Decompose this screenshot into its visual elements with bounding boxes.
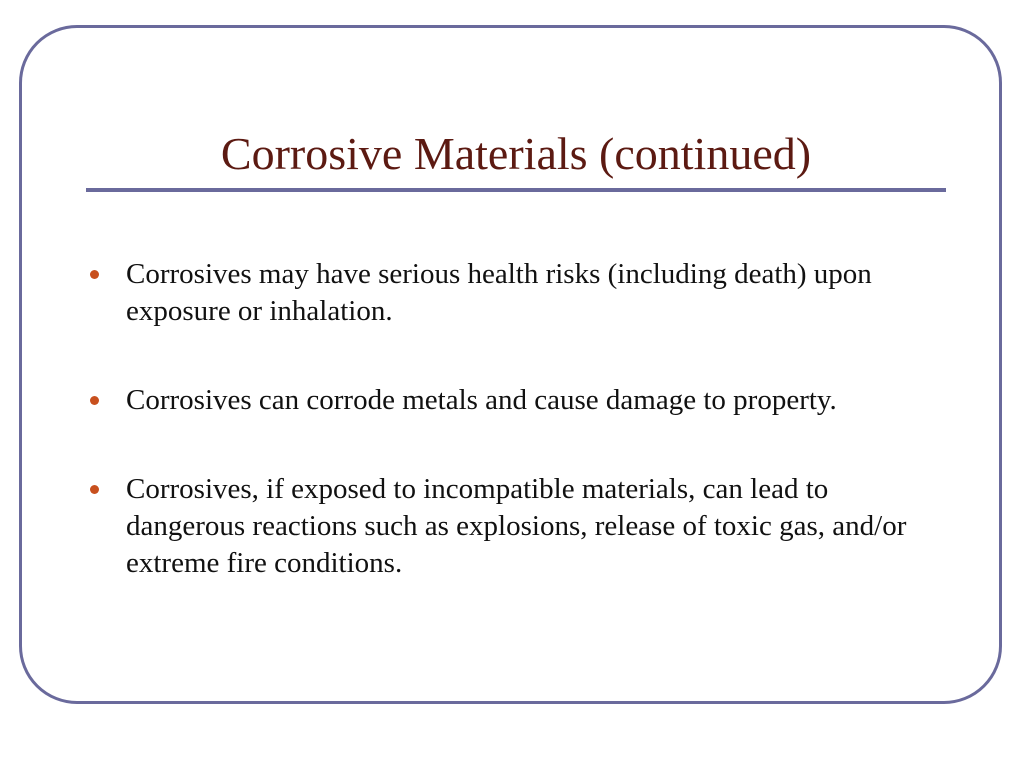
bullet-dot-icon xyxy=(90,485,99,494)
bullet-text: Corrosives may have serious health risks (including death) upon exposure or inhalation. xyxy=(126,258,872,327)
bullet-text: Corrosives can corrode metals and cause damage to property. xyxy=(126,384,837,416)
bullet-dot-icon xyxy=(90,396,99,405)
bullet-item xyxy=(86,256,946,330)
bullet-dot-icon xyxy=(90,270,99,279)
bullet-item xyxy=(86,382,946,419)
bullet-item xyxy=(86,471,946,582)
title-underline xyxy=(86,188,946,192)
bullet-list xyxy=(86,256,946,634)
slide-title: Corrosive Materials (continued) xyxy=(220,128,812,179)
bullet-text: Corrosives, if exposed to incompatible materials, can lead to dangerous reactions such as explosions, release of toxic gas, and/or extreme fire conditions. xyxy=(126,473,907,579)
